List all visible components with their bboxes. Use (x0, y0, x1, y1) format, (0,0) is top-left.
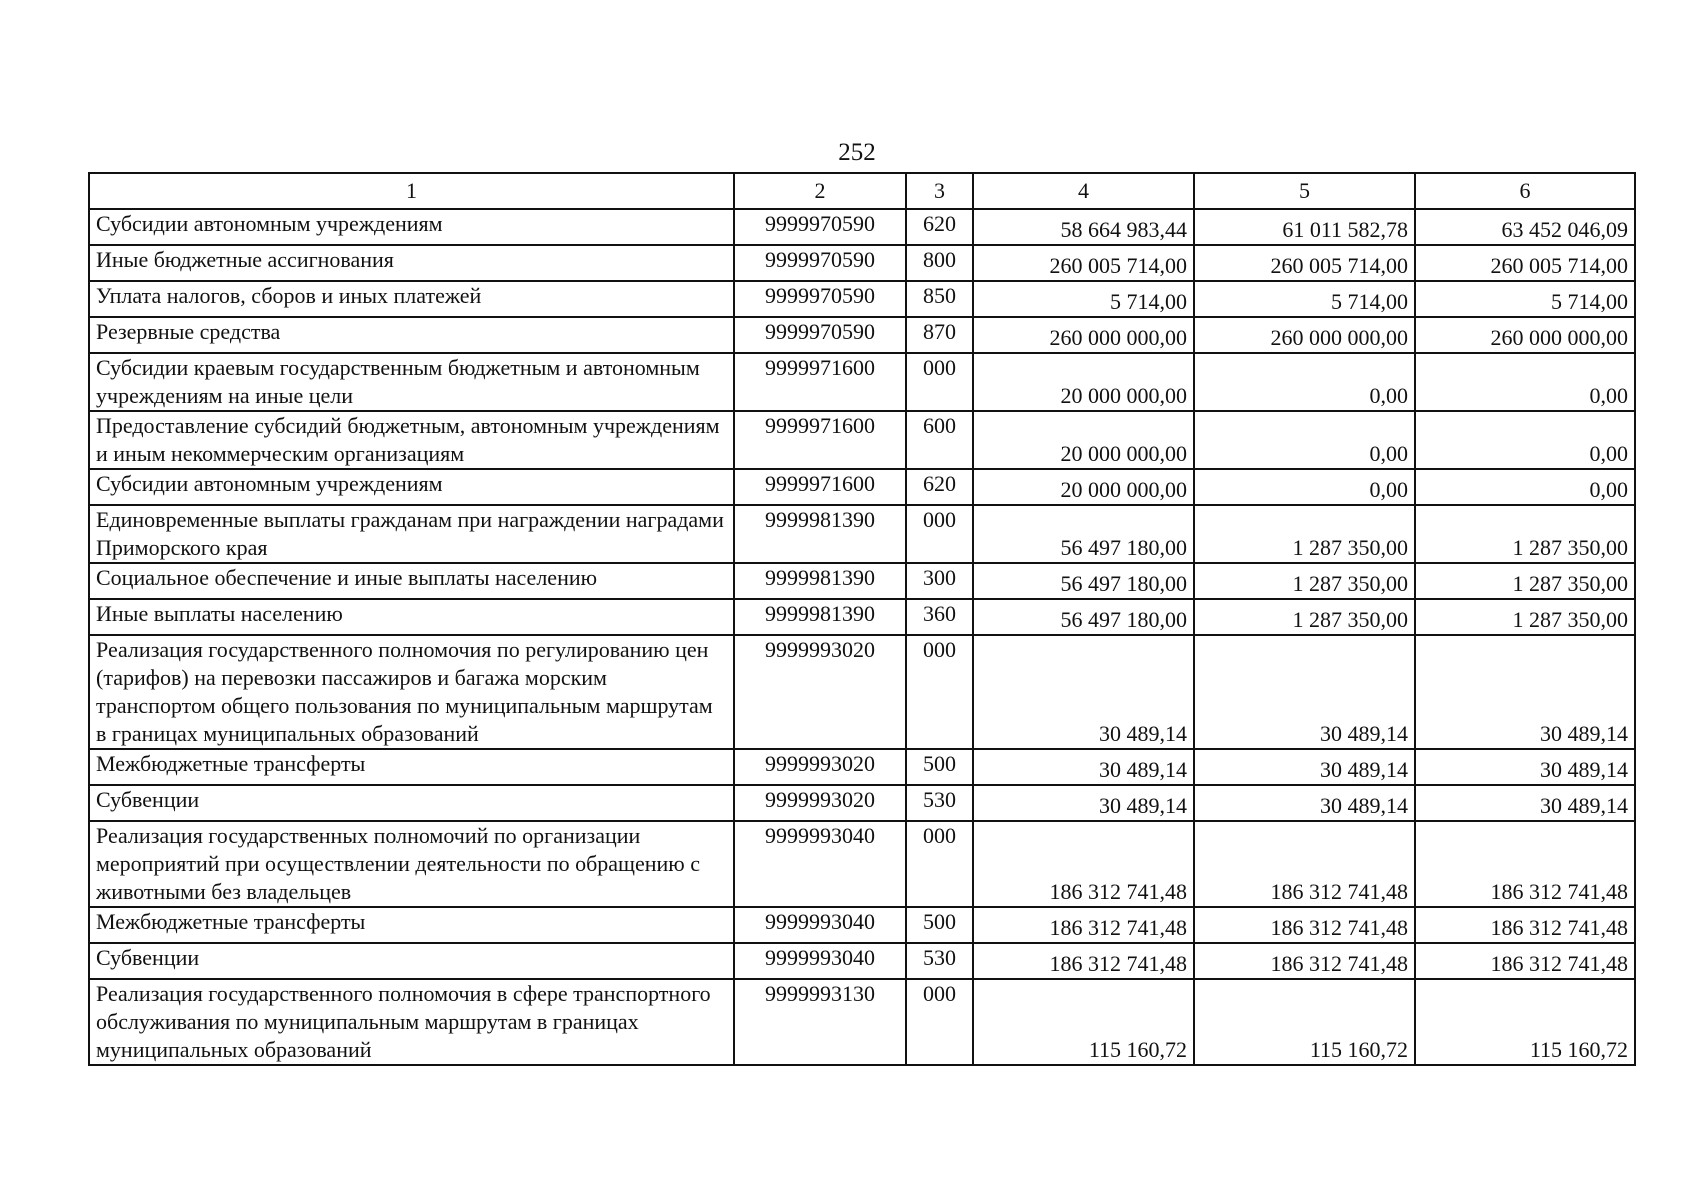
expense-type-cell: 600 (906, 411, 973, 469)
row-name-cell: Реализация государственного полномочия в сфере транспортного обслуживания по муниципальным маршрутам в границах муниципальных образований (89, 979, 734, 1065)
table-row (89, 907, 1635, 943)
amount-col6-cell: 186 312 741,48 (1415, 907, 1635, 943)
target-code-cell: 9999993020 (734, 785, 906, 821)
amount-col5-cell: 30 489,14 (1194, 785, 1415, 821)
row-name-cell: Субвенции (89, 785, 734, 821)
target-code-cell: 9999970590 (734, 317, 906, 353)
column-header: 3 (906, 173, 973, 209)
expense-type-cell: 500 (906, 749, 973, 785)
amount-col6-cell: 260 000 000,00 (1415, 317, 1635, 353)
budget-table (88, 172, 1636, 1066)
row-name-cell: Межбюджетные трансферты (89, 749, 734, 785)
amount-col6-cell: 186 312 741,48 (1415, 943, 1635, 979)
row-name-cell: Субвенции (89, 943, 734, 979)
expense-type-cell: 000 (906, 635, 973, 749)
amount-col4-cell: 260 000 000,00 (973, 317, 1194, 353)
amount-col5-cell: 186 312 741,48 (1194, 907, 1415, 943)
table-row (89, 599, 1635, 635)
amount-col5-cell: 30 489,14 (1194, 635, 1415, 749)
expense-type-cell: 620 (906, 469, 973, 505)
table-row (89, 469, 1635, 505)
amount-col5-cell: 0,00 (1194, 469, 1415, 505)
amount-col5-cell: 1 287 350,00 (1194, 505, 1415, 563)
row-name-cell: Субсидии краевым государственным бюджетным и автономным учреждениям на иные цели (89, 353, 734, 411)
target-code-cell: 9999981390 (734, 563, 906, 599)
amount-col4-cell: 56 497 180,00 (973, 599, 1194, 635)
target-code-cell: 9999971600 (734, 411, 906, 469)
amount-col4-cell: 30 489,14 (973, 785, 1194, 821)
column-header: 4 (973, 173, 1194, 209)
row-name-cell: Единовременные выплаты гражданам при награждении наградами Приморского края (89, 505, 734, 563)
row-name-cell: Иные выплаты населению (89, 599, 734, 635)
amount-col5-cell: 1 287 350,00 (1194, 599, 1415, 635)
target-code-cell: 9999993040 (734, 907, 906, 943)
amount-col5-cell: 1 287 350,00 (1194, 563, 1415, 599)
amount-col4-cell: 20 000 000,00 (973, 469, 1194, 505)
amount-col6-cell: 30 489,14 (1415, 749, 1635, 785)
column-header: 5 (1194, 173, 1415, 209)
target-code-cell: 9999971600 (734, 469, 906, 505)
column-header: 1 (89, 173, 734, 209)
row-name-cell: Реализация государственного полномочия по регулированию цен (тарифов) на перевозки пассажиров и багажа морским транспортом общего пользования по муниципальным маршрутам в границах муниципальных образований (89, 635, 734, 749)
amount-col6-cell: 1 287 350,00 (1415, 563, 1635, 599)
table-row (89, 353, 1635, 411)
target-code-cell: 9999993020 (734, 749, 906, 785)
amount-col4-cell: 56 497 180,00 (973, 563, 1194, 599)
amount-col6-cell: 115 160,72 (1415, 979, 1635, 1065)
expense-type-cell: 870 (906, 317, 973, 353)
amount-col6-cell: 5 714,00 (1415, 281, 1635, 317)
amount-col6-cell: 30 489,14 (1415, 635, 1635, 749)
table-row (89, 943, 1635, 979)
column-header: 2 (734, 173, 906, 209)
row-name-cell: Уплата налогов, сборов и иных платежей (89, 281, 734, 317)
amount-col4-cell: 20 000 000,00 (973, 411, 1194, 469)
target-code-cell: 9999993130 (734, 979, 906, 1065)
target-code-cell: 9999993040 (734, 943, 906, 979)
amount-col4-cell: 5 714,00 (973, 281, 1194, 317)
expense-type-cell: 620 (906, 209, 973, 245)
expense-type-cell: 300 (906, 563, 973, 599)
target-code-cell: 9999970590 (734, 281, 906, 317)
target-code-cell: 9999970590 (734, 209, 906, 245)
expense-type-cell: 000 (906, 353, 973, 411)
expense-type-cell: 530 (906, 785, 973, 821)
expense-type-cell: 500 (906, 907, 973, 943)
expense-type-cell: 360 (906, 599, 973, 635)
page-number: 252 (838, 139, 876, 166)
row-name-cell: Субсидии автономным учреждениям (89, 469, 734, 505)
amount-col5-cell: 0,00 (1194, 353, 1415, 411)
table-row (89, 749, 1635, 785)
amount-col5-cell: 30 489,14 (1194, 749, 1415, 785)
amount-col4-cell: 186 312 741,48 (973, 821, 1194, 907)
target-code-cell: 9999981390 (734, 505, 906, 563)
target-code-cell: 9999981390 (734, 599, 906, 635)
row-name-cell: Реализация государственных полномочий по организации мероприятий при осуществлении деятельности по обращению с животными без владельцев (89, 821, 734, 907)
target-code-cell: 9999993040 (734, 821, 906, 907)
amount-col5-cell: 186 312 741,48 (1194, 943, 1415, 979)
amount-col5-cell: 0,00 (1194, 411, 1415, 469)
expense-type-cell: 530 (906, 943, 973, 979)
amount-col4-cell: 20 000 000,00 (973, 353, 1194, 411)
table-row (89, 505, 1635, 563)
amount-col4-cell: 186 312 741,48 (973, 907, 1194, 943)
amount-col6-cell: 30 489,14 (1415, 785, 1635, 821)
row-name-cell: Субсидии автономным учреждениям (89, 209, 734, 245)
table-row (89, 635, 1635, 749)
amount-col4-cell: 186 312 741,48 (973, 943, 1194, 979)
table-row (89, 785, 1635, 821)
amount-col5-cell: 61 011 582,78 (1194, 209, 1415, 245)
amount-col6-cell: 0,00 (1415, 469, 1635, 505)
row-name-cell: Предоставление субсидий бюджетным, автономным учреждениям и иным некоммерческим организациям (89, 411, 734, 469)
row-name-cell: Межбюджетные трансферты (89, 907, 734, 943)
expense-type-cell: 000 (906, 821, 973, 907)
amount-col6-cell: 186 312 741,48 (1415, 821, 1635, 907)
table-row (89, 411, 1635, 469)
header-row (89, 173, 1635, 209)
row-name-cell: Резервные средства (89, 317, 734, 353)
column-header: 6 (1415, 173, 1635, 209)
expense-type-cell: 000 (906, 505, 973, 563)
expense-type-cell: 800 (906, 245, 973, 281)
amount-col4-cell: 58 664 983,44 (973, 209, 1194, 245)
amount-col6-cell: 1 287 350,00 (1415, 599, 1635, 635)
amount-col6-cell: 63 452 046,09 (1415, 209, 1635, 245)
row-name-cell: Иные бюджетные ассигнования (89, 245, 734, 281)
amount-col5-cell: 260 005 714,00 (1194, 245, 1415, 281)
amount-col5-cell: 5 714,00 (1194, 281, 1415, 317)
expense-type-cell: 850 (906, 281, 973, 317)
amount-col4-cell: 30 489,14 (973, 635, 1194, 749)
target-code-cell: 9999971600 (734, 353, 906, 411)
amount-col4-cell: 115 160,72 (973, 979, 1194, 1065)
amount-col6-cell: 0,00 (1415, 411, 1635, 469)
amount-col6-cell: 260 005 714,00 (1415, 245, 1635, 281)
amount-col4-cell: 260 005 714,00 (973, 245, 1194, 281)
row-name-cell: Социальное обеспечение и иные выплаты населению (89, 563, 734, 599)
amount-col5-cell: 115 160,72 (1194, 979, 1415, 1065)
table-row (89, 245, 1635, 281)
amount-col5-cell: 186 312 741,48 (1194, 821, 1415, 907)
amount-col6-cell: 0,00 (1415, 353, 1635, 411)
target-code-cell: 9999970590 (734, 245, 906, 281)
amount-col4-cell: 56 497 180,00 (973, 505, 1194, 563)
amount-col4-cell: 30 489,14 (973, 749, 1194, 785)
amount-col6-cell: 1 287 350,00 (1415, 505, 1635, 563)
expense-type-cell: 000 (906, 979, 973, 1065)
table-row (89, 821, 1635, 907)
table-row (89, 317, 1635, 353)
table-row (89, 281, 1635, 317)
amount-col5-cell: 260 000 000,00 (1194, 317, 1415, 353)
table-row (89, 979, 1635, 1065)
target-code-cell: 9999993020 (734, 635, 906, 749)
table-row (89, 563, 1635, 599)
table-row (89, 209, 1635, 245)
